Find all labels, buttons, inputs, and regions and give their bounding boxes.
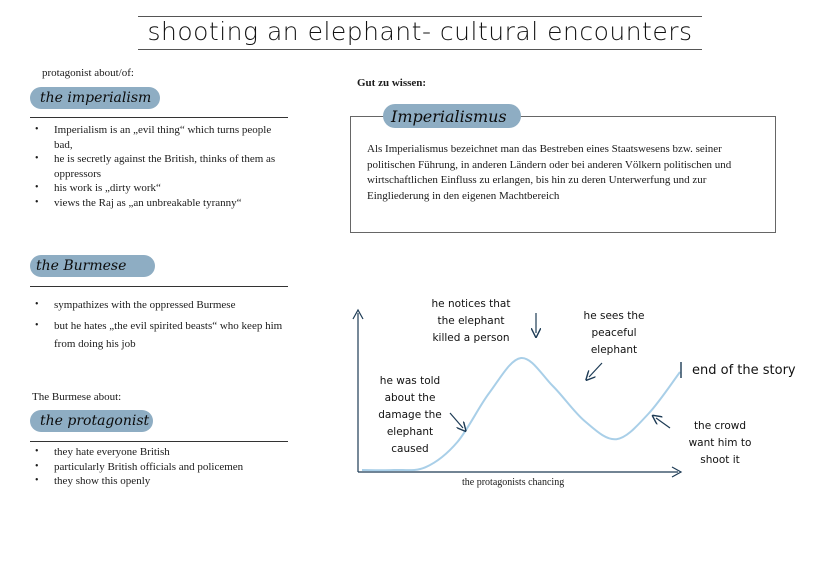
arrow-icon <box>589 363 602 377</box>
list-item: • they hate everyone British <box>32 445 282 460</box>
info-text: Als Imperialismus bezeichnet man das Bestreben eines Staatswesens bzw. seiner politischen Führung, in anderen Ländern oder bei anderen Völkern politischen und wirtschaftlichen Einfluss zu erlangen, bis hin zu deren Unterwerfung und zur Eingliederung in den eigenen Machtbereich <box>367 143 732 202</box>
annotation-killed: he notices that the elephant killed a person <box>431 298 511 344</box>
list-item: • Imperialism is an „evil thing“ which turns people bad, <box>32 123 282 152</box>
annotation-peaceful: he sees the peaceful elephant <box>583 310 645 356</box>
page-title: shooting an elephant- cultural encounters <box>147 17 693 46</box>
list-item: • particularly British officials and policemen <box>32 460 282 475</box>
list-item: • he is secretly against the British, thinks of them as oppressors <box>32 152 282 181</box>
list-item: • but he hates „the evil spirited beasts“ who keep him from doing his job <box>32 317 304 353</box>
list-item: • his work is „dirty work“ <box>32 181 282 196</box>
section1-label: protagonist about/of: <box>42 67 134 79</box>
annotation-crowd: the crowd want him to shoot it <box>688 420 752 466</box>
annotation-told: he was told about the damage the elephant caused <box>378 375 442 455</box>
chart-x-label: the protagonists chancing <box>462 477 565 488</box>
list-item: • they show this openly <box>32 474 282 489</box>
info-heading: Imperialismus <box>391 107 507 126</box>
section3-heading: the protagonist <box>40 413 150 429</box>
list-item: • sympathizes with the oppressed Burmese <box>32 298 304 313</box>
info-label: Gut zu wissen: <box>357 77 427 89</box>
section3-label: The Burmese about: <box>32 391 122 403</box>
section2-heading: the Burmese <box>36 258 127 274</box>
arrow-icon <box>656 418 670 428</box>
section1-heading: the imperialism <box>40 90 152 106</box>
annotation-end: end of the story <box>692 363 796 378</box>
arrow-icon <box>450 413 463 428</box>
list-item: • views the Raj as „an unbreakable tyranny“ <box>32 196 282 211</box>
